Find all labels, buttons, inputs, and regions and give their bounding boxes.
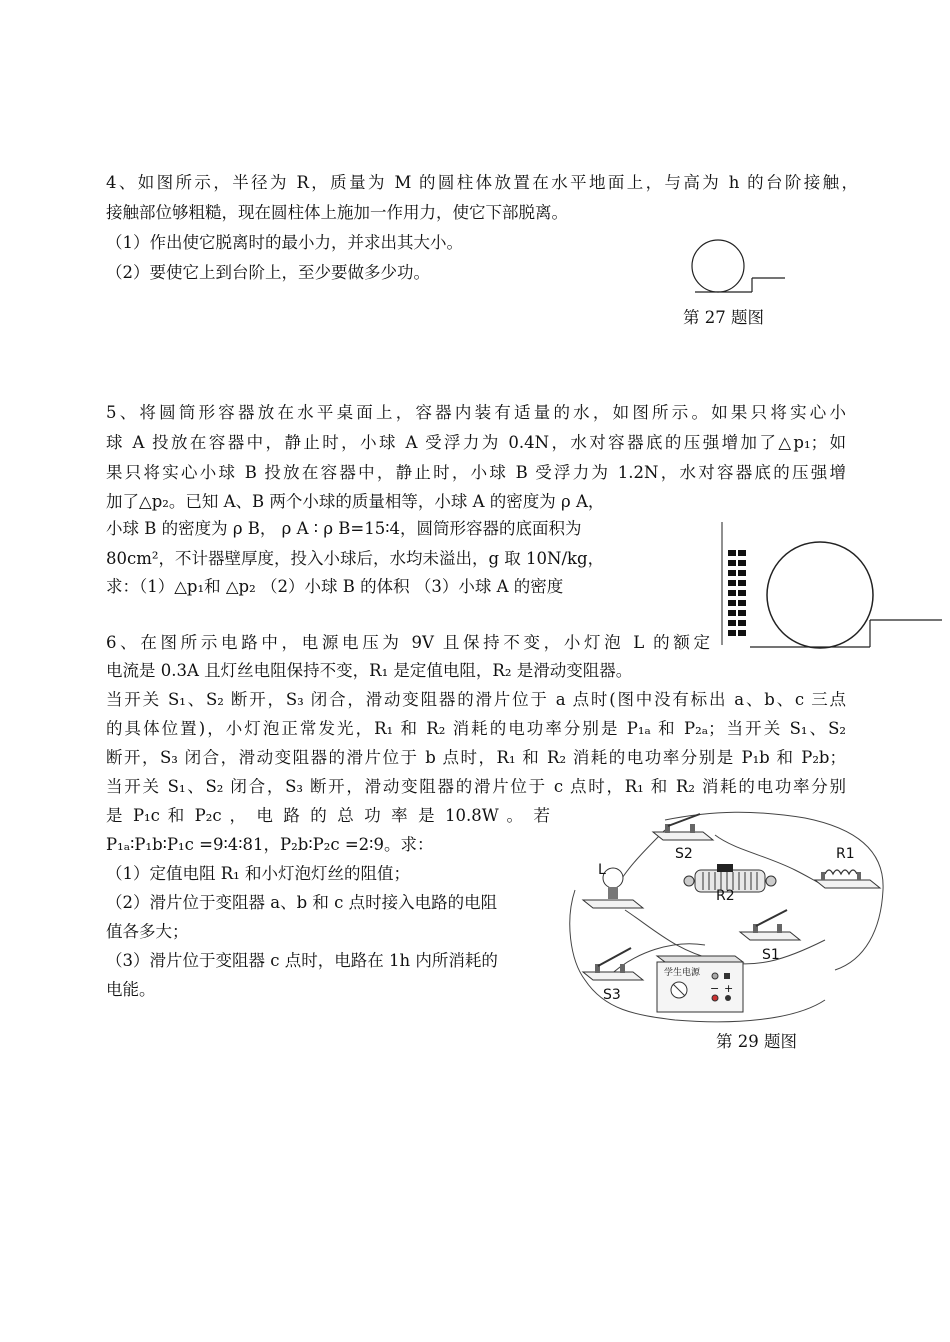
- container-cylinder-figure: [720, 520, 945, 655]
- q5-line-4: 加了△p₂。已知 A、B 两个小球的质量相等，小球 A 的密度为 ρ A，: [106, 492, 605, 511]
- q6-line-4: 的具体位置)，小灯泡正常发光，R₁ 和 R₂ 消耗的电功率分别是 P₁ₐ 和 P₂ₐ；当开关 S₁、S₂: [106, 719, 846, 738]
- q5-line-7: 求：（1）△p₁和 △p₂ （2）小球 B 的体积 （3）小球 A 的密度: [106, 577, 564, 596]
- q6-line-6: 当开关 S₁、S₂ 闭合，S₃ 断开，滑动变阻器的滑片位于 c 点时，R₁ 和 R₂ 消耗的电功率分别: [106, 777, 846, 796]
- q4-line-2: 接触部位够粗糙，现在圆柱体上施加一作用力，使它下部脱离。: [106, 203, 568, 222]
- label-s3: S3: [603, 987, 621, 1003]
- cylinder-step-figure: [690, 240, 790, 300]
- q6-line-11: 值各多大；: [106, 922, 189, 941]
- q5-line-2: 球 A 投放在容器中，静止时，小球 A 受浮力为 0.4N，水对容器底的压强增加了△p₁；如: [106, 433, 846, 452]
- label-s1: S1: [762, 947, 780, 963]
- switch-s1-icon: [740, 910, 800, 940]
- label-r1: R1: [836, 846, 855, 862]
- q4-line-3: （1）作出使它脱离时的最小力，并求出其大小。: [106, 233, 463, 252]
- q5-line-1: 5、将圆筒形容器放在水平桌面上，容器内装有适量的水，如图所示。如果只将实心小: [106, 403, 846, 422]
- q6-line-10: （2）滑片位于变阻器 a、b 和 c 点时接入电路的电阻: [106, 893, 498, 912]
- q4-line-1: 4、如图所示，半径为 R，质量为 M 的圆柱体放置在水平地面上，与高为 h 的台阶接触，: [106, 173, 858, 192]
- lamp-l-icon: [583, 868, 643, 908]
- q6-line-7: 是 P₁c 和 P₂c ， 电 路 的 总 功 率 是 10.8W 。 若: [106, 806, 550, 825]
- q6-line-1: 6、在图所示电路中，电源电压为 9V 且保持不变，小灯泡 L 的额定: [106, 633, 710, 652]
- q5-line-5: 小球 B 的密度为 ρ B， ρ A ∶ ρ B=15∶4，圆筒形容器的底面积为: [106, 519, 582, 538]
- q6-line-13: 电能。: [106, 980, 156, 999]
- q6-line-9: （1）定值电阻 R₁ 和小灯泡灯丝的阻值；: [106, 864, 411, 883]
- figure-29-caption: 第 29 题图: [716, 1032, 797, 1051]
- power-supply-label: 学生电源: [664, 968, 701, 978]
- figure-27-caption: 第 27 题图: [683, 308, 764, 327]
- q6-line-3: 当开关 S₁、S₂ 断开，S₃ 闭合，滑动变阻器的滑片位于 a 点时(图中没有标出 a、b、c 三点: [106, 690, 846, 709]
- q5-line-6: 80cm²，不计器壁厚度，投入小球后，水均未溢出，g 取 10N/kg，: [106, 549, 605, 568]
- plus-sign: +: [724, 982, 734, 995]
- q5-line-3: 果只将实心小球 B 投放在容器中，静止时，小球 B 受浮力为 1.2N，水对容器底的压强增: [106, 463, 846, 482]
- resistor-r1-icon: [815, 870, 880, 888]
- switch-s3-icon: [583, 948, 643, 980]
- label-r2: R2: [716, 888, 735, 904]
- minus-sign: −: [710, 982, 720, 995]
- label-s2: S2: [675, 846, 693, 862]
- label-l: L: [598, 862, 606, 878]
- q6-line-8: P₁ₐ∶P₁b∶P₁c =9∶4∶81，P₂b∶P₂c =2∶9。求：: [106, 835, 434, 854]
- switch-s2-icon: [653, 814, 713, 840]
- q6-line-5: 断开，S₃ 闭合，滑动变阻器的滑片位于 b 点时，R₁ 和 R₂ 消耗的电功率分别是 P₁b 和 P₂b；: [106, 748, 846, 767]
- q4-line-4: （2）要使它上到台阶上，至少要做多少功。: [106, 263, 430, 282]
- q6-line-2: 电流是 0.3A 且灯丝电阻保持不变，R₁ 是定值电阻，R₂ 是滑动变阻器。: [106, 661, 633, 680]
- q6-line-12: （3）滑片位于变阻器 c 点时，电路在 1h 内所消耗的: [106, 951, 498, 970]
